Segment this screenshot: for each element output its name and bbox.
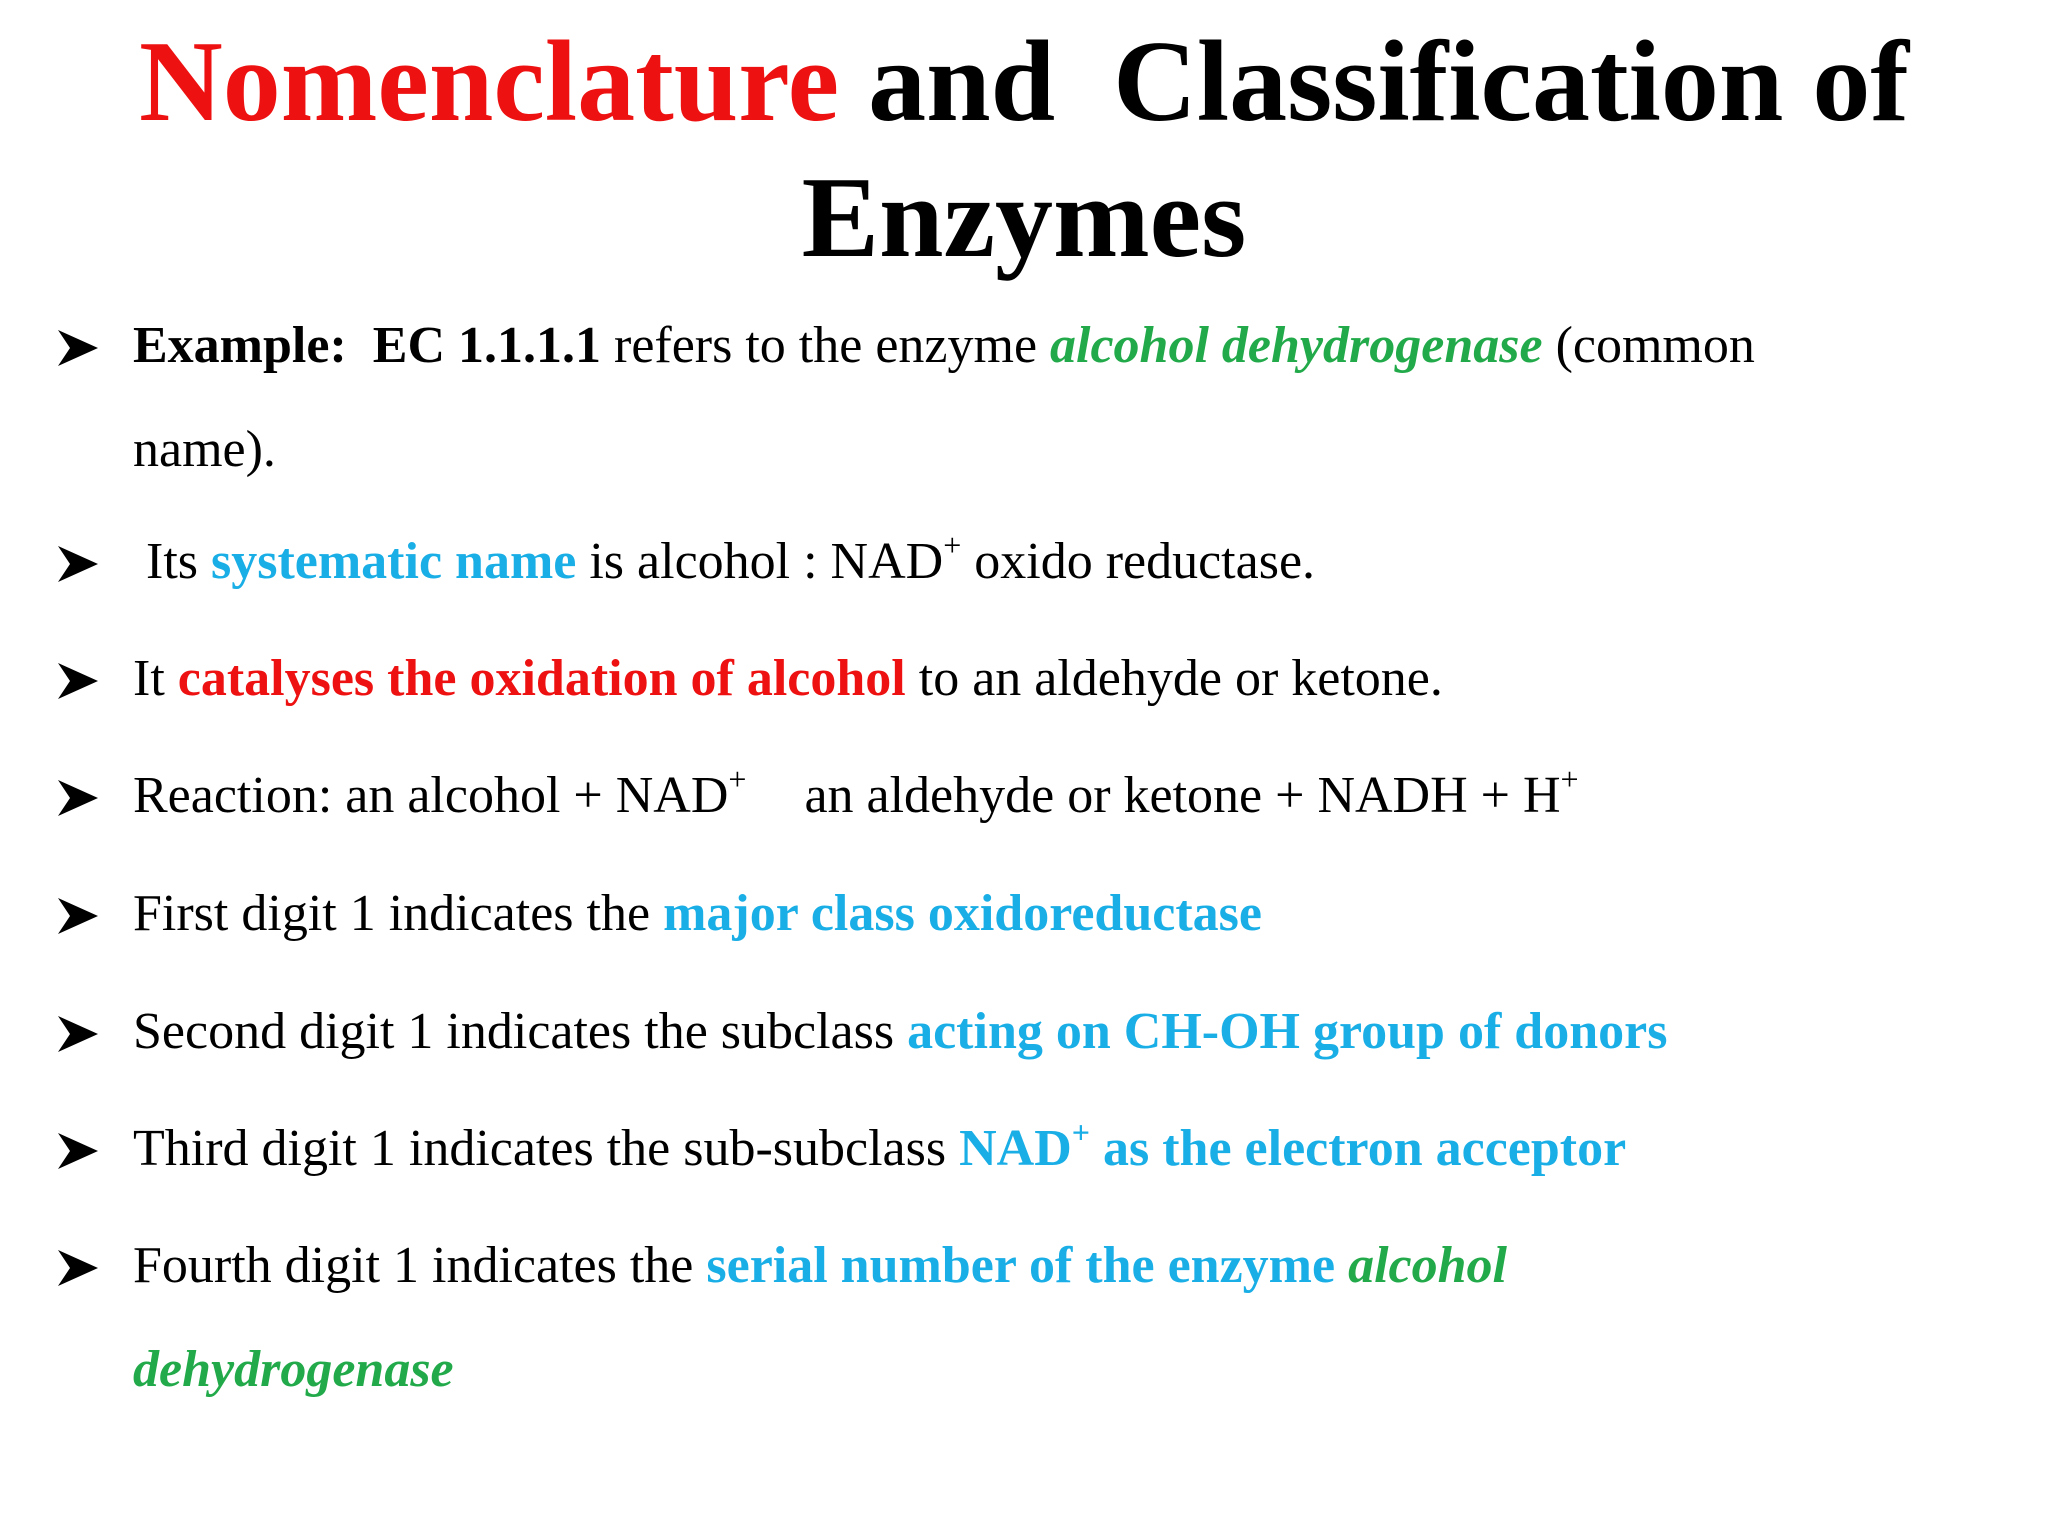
third-digit-nad: NAD — [959, 1120, 1072, 1177]
arrowhead-bullet-icon — [56, 1129, 100, 1173]
reaction-reactants: Reaction: an alcohol + NAD — [133, 767, 729, 824]
bullet-first-digit — [133, 882, 1262, 946]
reaction-products: an aldehyde or ketone + NADH + H — [804, 767, 1561, 824]
ec-number: EC 1.1.1.1 — [372, 317, 602, 374]
systematic-text-2: is alcohol : NAD — [589, 533, 944, 590]
bullet-second-digit — [133, 1000, 1667, 1064]
nad-superscript: + — [943, 526, 962, 563]
arrowhead-bullet-icon — [56, 894, 100, 938]
third-digit-term — [959, 1113, 1627, 1177]
bullet-catalyses — [133, 647, 1443, 711]
systematic-name-term: systematic name — [211, 533, 577, 590]
first-digit-text: First digit 1 indicates the — [133, 885, 651, 942]
bullet-reaction — [133, 760, 1579, 828]
second-digit-text: Second digit 1 indicates the subclass — [133, 1003, 895, 1060]
title-word-nomenclature: Nomenclature — [138, 18, 840, 146]
first-digit-term: major class oxidoreductase — [663, 885, 1262, 942]
systematic-text: Its — [146, 533, 198, 590]
bullet-systematic-name — [133, 526, 1316, 594]
arrowhead-bullet-icon — [56, 659, 100, 703]
bullet-example-continued: name). — [133, 421, 276, 478]
third-digit-acceptor: as the electron acceptor — [1103, 1120, 1627, 1177]
bullet-fourth-digit — [133, 1234, 1507, 1298]
example-text-2: (common — [1555, 317, 1755, 374]
bullet-third-digit — [133, 1113, 1627, 1181]
example-label: Example: — [133, 317, 347, 374]
fourth-digit-text: Fourth digit 1 indicates the — [133, 1237, 694, 1294]
h-superscript: + — [1560, 760, 1579, 797]
bullet-example — [133, 314, 1755, 378]
slide-title — [0, 16, 2048, 148]
systematic-text-3: oxido reductase. — [974, 533, 1316, 590]
nad-superscript: + — [1071, 1113, 1090, 1150]
title-word-and: and — [868, 18, 1056, 146]
example-text: refers to the enzyme — [614, 317, 1038, 374]
arrowhead-bullet-icon — [56, 776, 100, 820]
catalyses-term: catalyses the oxidation of alcohol — [177, 650, 906, 707]
title-word-classification: Classification of — [1113, 18, 1910, 146]
catalyses-text-2: to an aldehyde or ketone. — [918, 650, 1443, 707]
slide-title-line2: Enzymes — [801, 154, 1247, 282]
fourth-digit-enzyme: alcohol — [1348, 1237, 1507, 1294]
bullet-fourth-digit-continued: dehydrogenase — [133, 1341, 454, 1398]
enzyme-name: alcohol dehydrogenase — [1050, 317, 1543, 374]
second-digit-term: acting on CH-OH group of donors — [907, 1003, 1668, 1060]
catalyses-text: It — [133, 650, 165, 707]
arrowhead-bullet-icon — [56, 1012, 100, 1056]
nad-superscript: + — [728, 760, 747, 797]
fourth-digit-term: serial number of the enzyme — [706, 1237, 1336, 1294]
arrowhead-bullet-icon — [56, 326, 100, 370]
third-digit-text: Third digit 1 indicates the sub-subclass — [133, 1120, 947, 1177]
arrowhead-bullet-icon — [56, 1246, 100, 1290]
arrowhead-bullet-icon — [56, 542, 100, 586]
